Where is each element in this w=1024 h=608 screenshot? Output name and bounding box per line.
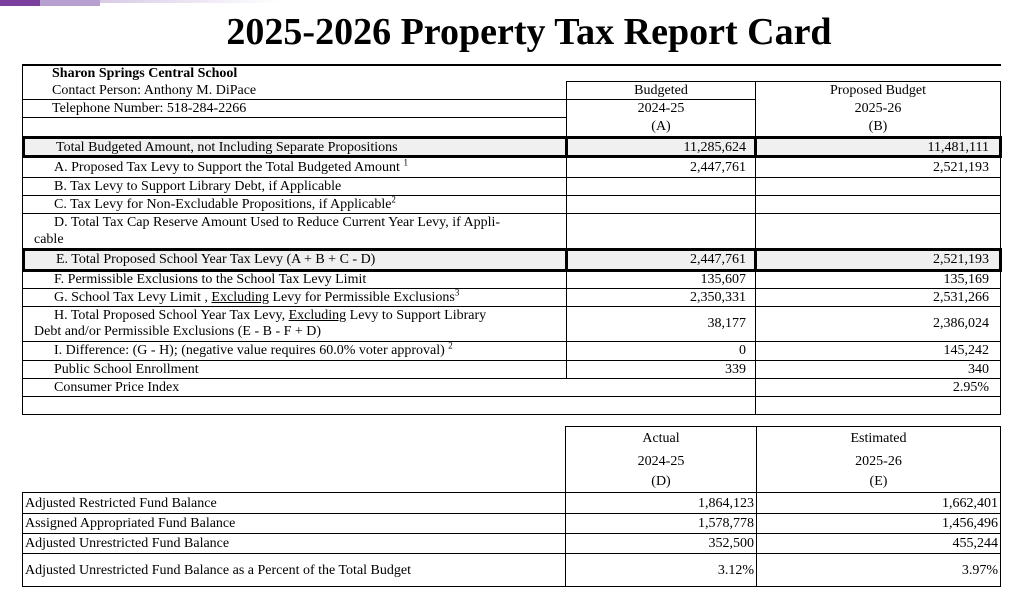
- slide-accent-fade: [100, 0, 280, 3]
- col-a-year: 2024-25: [637, 101, 685, 116]
- row-h-b: 2,386,024: [933, 316, 989, 331]
- col-e-header: Estimated: [850, 431, 907, 446]
- row-enrollment-a: 339: [725, 362, 746, 377]
- row-line: [22, 396, 1001, 397]
- fund-left-border: [22, 492, 23, 587]
- row-i-b: 145,242: [943, 343, 989, 358]
- col-b-year: 2025-26: [854, 101, 902, 116]
- fund-row-d: 352,500: [708, 536, 754, 551]
- row-line: [22, 492, 1001, 493]
- col-e-year: 2025-26: [855, 454, 902, 469]
- row-g-label: G. School Tax Levy Limit , Excluding Levy for Permissible Exclusions$^3$: [54, 287, 460, 305]
- row-line: [22, 360, 1001, 361]
- row-line: [22, 553, 1001, 554]
- row-cpi-b: 2.95%: [952, 380, 989, 395]
- row-total-label: Total Budgeted Amount, not Including Separate Propositions: [56, 140, 398, 155]
- header-top-line: [566, 81, 1001, 82]
- col-b-letter: (B): [868, 119, 888, 134]
- slide-accent-bar: [40, 0, 100, 6]
- row-line: [22, 378, 1001, 379]
- row-line: [22, 533, 1001, 534]
- row-a-a: 2,447,761: [690, 160, 746, 175]
- thick-line: [999, 248, 1002, 272]
- col-a-letter: (A): [651, 119, 671, 134]
- thick-line: [22, 136, 25, 158]
- col-b-header: Proposed Budget: [829, 83, 927, 98]
- row-d-label-line2: cable: [34, 232, 64, 247]
- page-title: 2025-2026 Property Tax Report Card: [226, 11, 832, 53]
- row-line: [22, 513, 1001, 514]
- row-i-a: 0: [739, 343, 746, 358]
- fund-row-e: 455,244: [952, 536, 998, 551]
- row-f-label: F. Permissible Exclusions to the School Tax Levy Limit: [54, 272, 367, 287]
- telephone-number: Telephone Number: 518-284-2266: [52, 101, 247, 116]
- fund-row-d: 1,578,778: [698, 516, 754, 531]
- row-line: [22, 306, 1001, 307]
- fund-row-e: 3.97%: [961, 563, 998, 578]
- col-e-letter: (E): [869, 474, 888, 489]
- row-line: [22, 341, 1001, 342]
- row-line: [22, 195, 1001, 196]
- fund-header-top-line: [565, 426, 1001, 427]
- thick-line: [22, 248, 25, 272]
- header-line: [22, 117, 567, 118]
- row-c-label: C. Tax Levy for Non-Excludable Propositions, if Applicable$^2$: [54, 194, 396, 212]
- row-line: [22, 288, 1001, 289]
- row-a-label: A. Proposed Tax Levy to Support the Total Budgeted Amount $^1$: [54, 157, 408, 175]
- table-bottom-border: [22, 414, 1001, 415]
- col-d-header: Actual: [642, 431, 680, 446]
- row-f-b: 135,169: [943, 272, 989, 287]
- column-divider: [565, 426, 566, 587]
- row-enrollment-b: 340: [968, 362, 989, 377]
- thick-line: [999, 136, 1002, 158]
- fund-row-label: Assigned Appropriated Fund Balance: [25, 516, 236, 531]
- row-b-label: B. Tax Levy to Support Library Debt, if Applicable: [54, 179, 342, 194]
- thick-line: [754, 248, 757, 272]
- row-line: [22, 213, 1001, 214]
- fund-row-label: Adjusted Restricted Fund Balance: [25, 496, 217, 511]
- row-total-a: 11,285,624: [683, 140, 746, 155]
- col-d-year: 2024-25: [637, 454, 685, 469]
- row-h-label-line1: H. Total Proposed School Year Tax Levy, Excluding Levy to Support Library: [54, 308, 487, 323]
- col-d-letter: (D): [651, 474, 671, 489]
- column-divider: [1000, 426, 1001, 587]
- row-cpi-label: Consumer Price Index: [54, 380, 180, 395]
- row-h-label-line2: Debt and/or Permissible Exclusions (E - B - F + D): [34, 324, 322, 339]
- thick-line: [22, 248, 1001, 251]
- fund-row-d: 1,864,123: [698, 496, 754, 511]
- row-enrollment-label: Public School Enrollment: [54, 362, 199, 377]
- row-e-label: E. Total Proposed School Year Tax Levy (A + B + C - D): [56, 252, 376, 267]
- contact-person: Contact Person: Anthony M. DiPace: [52, 83, 257, 98]
- fund-row-e: 1,456,496: [942, 516, 998, 531]
- column-divider: [756, 426, 757, 587]
- thick-line: [754, 136, 757, 158]
- col-a-header: Budgeted: [634, 83, 688, 98]
- fund-row-label: Adjusted Unrestricted Fund Balance as a Percent of the Total Budget: [25, 563, 411, 578]
- row-line: [22, 586, 1001, 587]
- row-e-b: 2,521,193: [933, 252, 989, 267]
- fund-row-label: Adjusted Unrestricted Fund Balance: [25, 536, 230, 551]
- row-total-b: 11,481,111: [927, 140, 989, 155]
- row-d-label-line1: D. Total Tax Cap Reserve Amount Used to Reduce Current Year Levy, if Appli-: [54, 215, 501, 230]
- row-h-a: 38,177: [707, 316, 746, 331]
- row-g-b: 2,531,266: [933, 290, 989, 305]
- header-line: [22, 99, 567, 100]
- row-a-b: 2,521,193: [933, 160, 989, 175]
- fund-row-e: 1,662,401: [942, 496, 998, 511]
- row-f-a: 135,607: [700, 272, 746, 287]
- row-e-a: 2,447,761: [690, 252, 746, 267]
- fund-row-d: 3.12%: [717, 563, 754, 578]
- thick-line: [22, 136, 1001, 139]
- district-name: Sharon Springs Central School: [52, 66, 238, 81]
- row-i-label: I. Difference: (G - H); (negative value requires 60.0% voter approval) $^2$: [54, 340, 453, 358]
- header-line: [566, 99, 755, 100]
- slide-accent-bar: [0, 0, 40, 6]
- row-line: [22, 177, 1001, 178]
- row-g-a: 2,350,331: [690, 290, 746, 305]
